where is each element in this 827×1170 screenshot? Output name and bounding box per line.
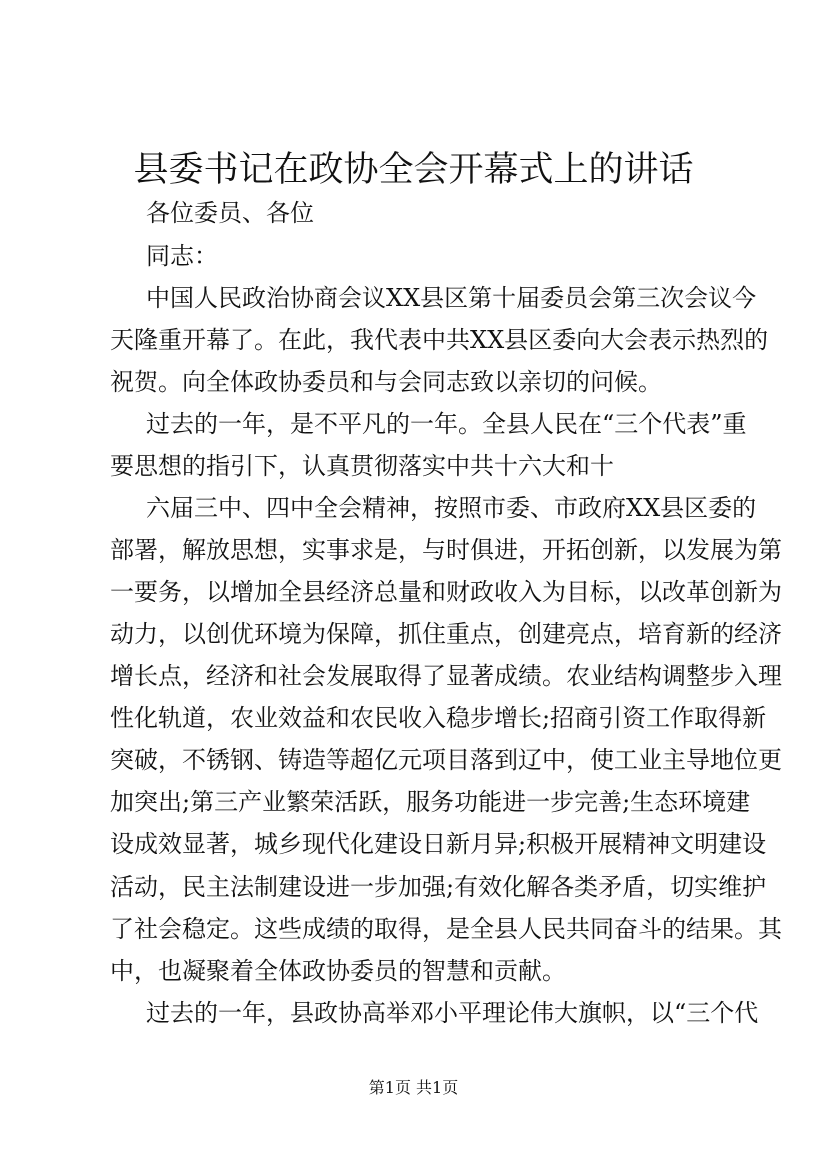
paragraph-line: 天隆重开幕了。在此，我代表中共XX县区委向大会表示热烈的 [110,326,769,354]
paragraph-line: 一要务，以增加全县经济总量和财政收入为目标，以改革创新为 [110,578,782,606]
paragraph-line: 过去的一年，县政协高举邓小平理论伟大旗帜，以“三个代 [146,999,759,1027]
page-number-footer: 第1页 共1页 [368,1078,459,1097]
paragraph-line: 要思想的指引下，认真贯彻落实中共十六大和十 [110,452,614,480]
document-title: 县委书记在政协全会开幕式上的讲话 [133,150,694,190]
paragraph-line: 中，也凝聚着全体政协委员的智慧和贡献。 [110,957,566,985]
paragraph-line: 动力，以创优环境为保障，抓住重点，创建亮点，培育新的经济 [110,620,782,648]
salutation-line: 各位委员、各位 [146,199,314,227]
paragraph-line: 部署，解放思想，实事求是，与时俱进，开拓创新，以发展为第 [110,536,782,564]
paragraph-line: 中国人民政治协商会议XX县区第十届委员会第三次会议今 [146,284,757,312]
paragraph-line: 过去的一年，是不平凡的一年。全县人民在“三个代表”重 [146,410,747,438]
paragraph-line: 突破，不锈钢、铸造等超亿元项目落到辽中，使工业主导地位更 [110,746,782,774]
paragraph-line: 了社会稳定。这些成绩的取得，是全县人民共同奋斗的结果。其 [110,915,782,943]
paragraph-line: 加突出;第三产业繁荣活跃，服务功能进一步完善;生态环境建 [110,788,751,816]
paragraph-line: 增长点，经济和社会发展取得了显著成绩。农业结构调整步入理 [110,662,782,690]
paragraph-line: 设成效显著，城乡现代化建设日新月异;积极开展精神文明建设 [110,830,767,858]
salutation-line: 同志： [146,242,218,270]
paragraph-line: 活动，民主法制建设进一步加强;有效化解各类矛盾，切实维护 [110,873,767,901]
paragraph-line: 性化轨道，农业效益和农民收入稳步增长;招商引资工作取得新 [110,704,767,732]
paragraph-line: 祝贺。向全体政协委员和与会同志致以亲切的问候。 [110,368,662,396]
paragraph-line: 六届三中、四中全会精神，按照市委、市政府XX县区委的 [146,494,757,522]
